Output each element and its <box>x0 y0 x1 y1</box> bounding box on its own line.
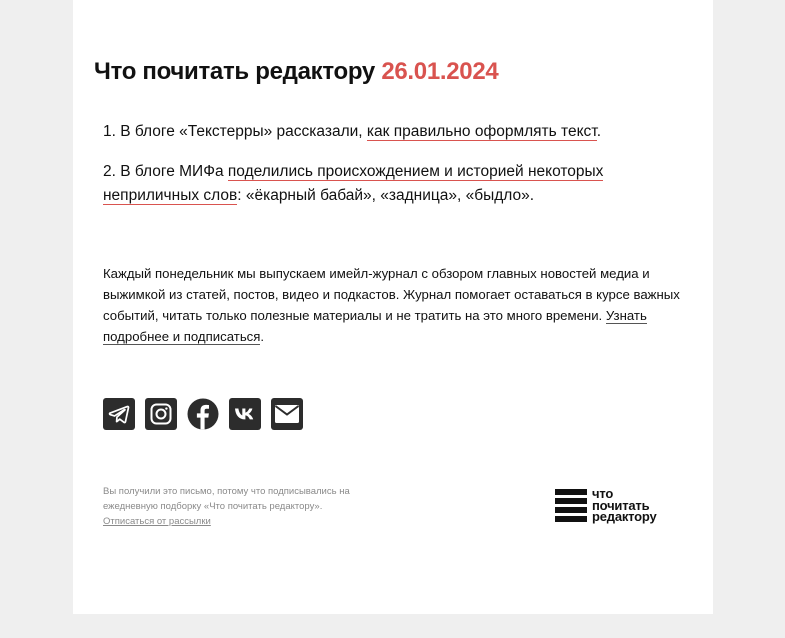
footer-note <box>103 484 383 529</box>
logo-line: что <box>592 486 614 501</box>
vk-icon[interactable] <box>229 398 261 430</box>
instagram-icon[interactable] <box>145 398 177 430</box>
article-link[interactable]: поделились происхождением и историей некоторых неприличных слов <box>103 163 604 204</box>
unsubscribe-link[interactable]: Отписаться от рассылки <box>103 516 211 527</box>
about-suffix: . <box>260 329 265 344</box>
item-suffix: : «ёкарный бабай», «задница», «быдло». <box>237 187 535 204</box>
email-icon[interactable] <box>271 398 303 430</box>
logo <box>555 488 657 523</box>
newsletter-card <box>73 0 713 614</box>
list-item <box>103 160 663 208</box>
list-item <box>103 120 663 144</box>
facebook-icon[interactable] <box>187 398 219 430</box>
article-link[interactable]: как правильно оформлять текст <box>366 123 597 140</box>
item-text: 1. В блоге «Текстерры» рассказали, <box>103 123 367 140</box>
subscribe-link[interactable]: Узнать подробнее и подписаться <box>103 308 647 344</box>
issue-date: 26.01.2024 <box>381 58 499 85</box>
title-text: Что почитать редактору <box>94 58 375 85</box>
logo-line: редактору <box>592 509 657 524</box>
logo-text <box>592 488 657 523</box>
about-body: Каждый понедельник мы выпускаем имейл-журнал с обзором главных новостей медиа и выжимкой из статей, постов, видео и подкастов. Журнал помогает оставаться в курсе важных событий, читать только полезные материалы и не тратить на это много времени. <box>103 266 680 323</box>
article-list <box>103 120 663 224</box>
logo-mark-icon <box>555 488 587 522</box>
social-links <box>103 398 303 430</box>
telegram-icon[interactable] <box>103 398 135 430</box>
about-text <box>103 263 688 347</box>
footer-reason: Вы получили это письмо, потому что подписывались на ежедневную подборку «Что почитать редактору». <box>103 486 350 512</box>
page-title <box>94 58 498 86</box>
logo-line: почитать <box>592 497 650 513</box>
item-text: 2. В блоге МИФа <box>103 163 228 180</box>
item-suffix: . <box>596 123 601 140</box>
